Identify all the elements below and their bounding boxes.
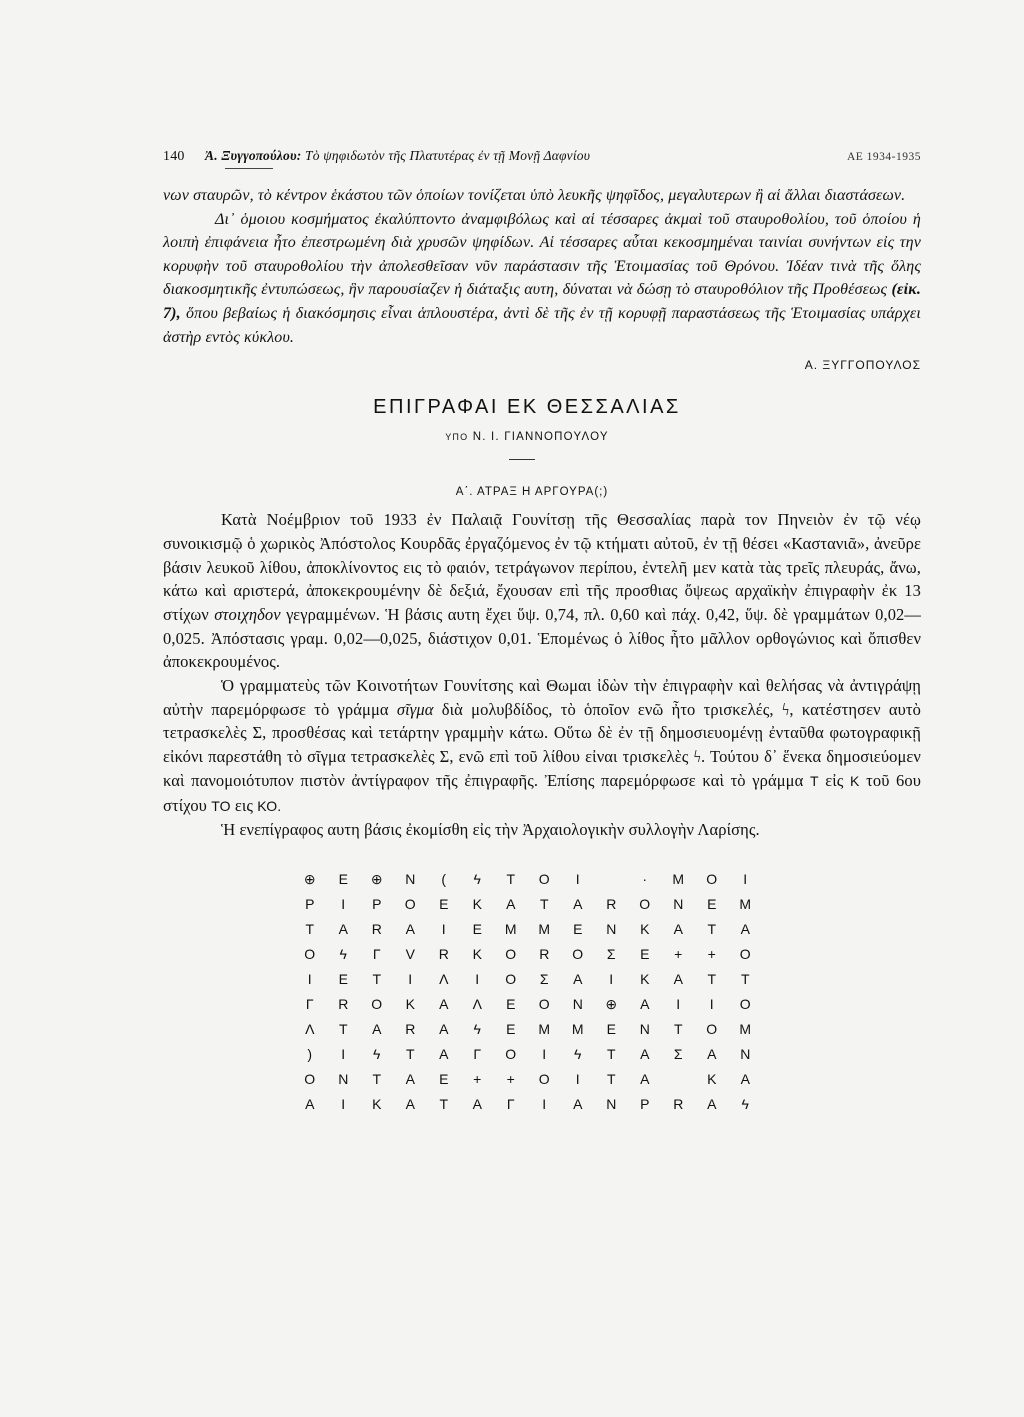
inscription-letter: Ε — [338, 871, 348, 887]
inscription-letter: Ι — [709, 996, 714, 1012]
inscription-letter: + — [506, 1071, 515, 1087]
inscription-letter: Μ — [739, 896, 752, 912]
inscription-letter: Ν — [606, 921, 617, 937]
inscription-letter: Γ — [473, 1046, 482, 1062]
inscription-letter: Ο — [538, 871, 550, 887]
inscription-letter: Μ — [739, 1021, 752, 1037]
inscription-letter: Α — [338, 921, 348, 937]
inscription-letter: Ι — [441, 921, 446, 937]
inscription-letter: Ν — [338, 1071, 349, 1087]
inscription-letter: Ο — [572, 946, 584, 962]
author-signature: Α. ΞΥΓΓΟΠΟΥΛΟΣ — [804, 358, 921, 373]
inscription-letter: Τ — [372, 971, 382, 987]
inscription-letter: R — [438, 946, 449, 962]
inscription-letter: Μ — [538, 921, 551, 937]
inscription-letter: Ι — [609, 971, 614, 987]
inscription-letter: Α — [372, 1021, 382, 1037]
inscription-letter: Α — [506, 896, 516, 912]
inscription-letter: Α — [439, 996, 449, 1012]
inscription-letter: Ι — [575, 1071, 580, 1087]
letter-sample: ΤΟ — [211, 797, 231, 814]
inscription-letter: Ο — [505, 971, 517, 987]
inscription-letter: ϟ — [339, 946, 347, 962]
letter-sample: ΚΟ. — [257, 797, 282, 814]
inscription-letter: Τ — [305, 921, 315, 937]
inscription-letter: Ι — [575, 871, 580, 887]
inscription-letter: Σ — [539, 971, 549, 987]
inscription-letter: Κ — [640, 921, 650, 937]
inscription-letter: Ε — [439, 1071, 449, 1087]
inscription-letter: Ι — [542, 1096, 547, 1112]
inscription-letter: Ρ — [372, 896, 382, 912]
inscription-letter: Γ — [305, 996, 314, 1012]
inscription-letter: Ο — [706, 871, 718, 887]
inscription-letter: Ρ — [305, 896, 315, 912]
inscription-letter: Κ — [472, 946, 482, 962]
header-rule — [225, 168, 273, 169]
inscription-letter: Α — [405, 921, 415, 937]
inscription-letter: Ν — [606, 1096, 617, 1112]
inscription-letter: Α — [640, 1071, 650, 1087]
inscription-letter: ϟ — [473, 871, 481, 887]
inscription-letter: Α — [740, 1071, 750, 1087]
inscription-letter: Τ — [707, 971, 717, 987]
paragraph-text: Δι᾽ ὁμοιου κοσμήματος ἐκαλύπτοντο ἀναμφιβόλως καὶ αἱ τέσσαρες ἀκμαὶ τοῦ σταυροθολίου, τοῦ ὁποίου ἡ λοιπὴ ἐπιφάνεια ἦτο ἐπεστρωμένη διὰ χρυσῶν ψηφίδων. Αἱ τέσσαρες αὗται κεκοσμημέναι ταινίαι συνήντων εἰς την κορυφὴν τοῦ σταυροθολίου τὴν ἀπολεσθεῖσαν νῦν παράστασιν τῆς Ἑτοιμασίας τοῦ Θρόνου. Ἰδέαν τινὰ τῆς ὅλης διακοσμητικῆς ἐντυπώσεως, ἣν παρουσίαζεν ἡ διάταξις αυτη, δύναται νὰ δώσῃ τὸ σταυροθόλιον τῆς Προθέσεως — [163, 210, 921, 299]
paragraph: Ἡ ενεπίγραφος αυτη βάσις ἐκομίσθη εἰς τὴν Ἀρχαιολογικὴν συλλογὴν Λαρίσης. — [221, 820, 760, 840]
inscription-letter: Α — [573, 896, 583, 912]
inscription-letter: Ο — [706, 1021, 718, 1037]
inscription-letter: ) — [307, 1046, 313, 1062]
inscription-letter: R — [606, 896, 617, 912]
inscription-letter: Α — [640, 996, 650, 1012]
running-title — [205, 148, 847, 164]
paragraph-text: εἰς — [825, 770, 844, 790]
figure-reference: (εἰκ. 7), — [163, 281, 922, 322]
inscription-letter: ( — [441, 871, 447, 887]
paragraph-text: διὰ μολυβδίδος, τὸ ὁποῖον ενῶ ἦτο τρισκελές, ϟ, κατέστησεν αυτὸ τετρασκελὲς Σ, προσθέσας καὶ τετάρτην γραμμὴν κάτω. Οὕτω δὲ ἐν τῇ δημοσιευομένῃ ἐνταῦθα φωτογραφικῇ εἰκόνι παρεστάθη τὸ σῖγμα τετρασκελὲς Σ, ενῶ επὶ τοῦ λίθου εἰναι τρισκελὲς ϟ. Τούτου δ᾽ ἕνεκα δημοσιεύομεν καὶ πανομοιότυπον πιστὸν ἀντίγραφον τῆς ἐπιγραφῆς. Ἐπίσης παρεμόρφωσε καὶ τὸ γράμμα — [163, 699, 921, 790]
byline-author: Ν. Ι. ΓΙΑΝΝΟΠΟΥΛΟΥ — [472, 431, 609, 444]
inscription-letter: Ν — [673, 896, 684, 912]
inscription-letter: Ο — [739, 946, 751, 962]
inscription-letter: Κ — [472, 896, 482, 912]
inscription-letter: Ο — [505, 1046, 517, 1062]
inscription-letter: Τ — [606, 1046, 616, 1062]
running-header — [163, 148, 921, 176]
inscription-letter: Ι — [408, 971, 413, 987]
inscription-letter: Α — [472, 1096, 482, 1112]
inscription-letter: Ι — [542, 1046, 547, 1062]
inscription-letter: Α — [439, 1046, 449, 1062]
inscription-letter: Ε — [439, 896, 449, 912]
inscription-letter: V — [405, 946, 415, 962]
inscription-letter — [595, 869, 629, 890]
inscription-letter: Κ — [640, 971, 650, 987]
inscription-letter: Α — [405, 1096, 415, 1112]
inscription-letter: Τ — [740, 971, 750, 987]
inscription-letter: R — [673, 1096, 684, 1112]
running-article-title: Τὸ ψηφιδωτὸν τῆς Πλατυτέρας ἐν τῇ Μονῇ Δαφνίου — [305, 148, 591, 163]
inscription-letter: Ν — [572, 996, 583, 1012]
inscription-letter: Ι — [341, 896, 346, 912]
inscription-letter: Α — [707, 1096, 717, 1112]
inscription-letter: + — [473, 1071, 482, 1087]
inscription-letter: Τ — [506, 871, 516, 887]
inscription-letter: Τ — [439, 1096, 449, 1112]
paragraph-text: Ὁ γραμματεὺς τῶν Κοινοτήτων Γουνίτσης καὶ Θωμαι ἰδὼν τὴν ἐπιγραφὴν καὶ θελήσας νὰ ἀντιγράψῃ αὐτὴν παρεμόρφωσε τὸ γράμμα — [163, 676, 921, 719]
inscription-letter: Ο — [538, 996, 550, 1012]
inscription-letter: Ο — [739, 996, 751, 1012]
inscription-letter: ϟ — [574, 1046, 582, 1062]
inscription-letter: Λ — [472, 996, 482, 1012]
inscription-letter: Μ — [672, 871, 685, 887]
inscription-letter: Ρ — [640, 1096, 650, 1112]
inscription-letter: Σ — [673, 1046, 683, 1062]
inscription-letter: R — [371, 921, 382, 937]
inscription-letter: Ε — [472, 921, 482, 937]
inscription-letter: Α — [305, 1096, 315, 1112]
inscription-letter: Λ — [439, 971, 449, 987]
paragraph-text: ὅπου βεβαίως ἡ διακόσμησις εἶναι ἁπλουστέρα, ἀντὶ δὲ τῆς ἐν τῇ κορυφῇ παραστάσεως τῆς Ἑτοιμασίας υπάρχει ἀστὴρ εντὸς κύκλου. — [163, 304, 921, 346]
inscription-transcription — [293, 869, 921, 1115]
inscription-letter: Σ — [606, 946, 616, 962]
inscription-letter: Ο — [304, 946, 316, 962]
inscription-letter: Ι — [341, 1046, 346, 1062]
inscription-letter: Τ — [338, 1021, 348, 1037]
inscription-letter: Ν — [740, 1046, 751, 1062]
divider — [509, 459, 535, 460]
inscription-letter: Μ — [571, 1021, 584, 1037]
inscription-letter: R — [539, 946, 550, 962]
volume-label: ΑΕ 1934-1935 — [846, 151, 921, 163]
inscription-letter: Ο — [304, 1071, 316, 1087]
inscription-letter: Γ — [506, 1096, 515, 1112]
inscription-letter: Ι — [676, 996, 681, 1012]
inscription-letter: Τ — [606, 1071, 616, 1087]
inscription-letter: Α — [405, 1071, 415, 1087]
letter-sample: Κ — [850, 772, 860, 789]
inscription-letter: Α — [573, 971, 583, 987]
inscription-letter: Ε — [506, 1021, 516, 1037]
paragraph — [163, 208, 921, 350]
inscription-letter: Ο — [505, 946, 517, 962]
inscription-letter: Κ — [405, 996, 415, 1012]
inscription-letter: Ι — [743, 871, 748, 887]
paragraph-text: γεγραμμένων. Ἡ βάσις αυτη ἔχει ὕψ. 0,74, πλ. 0,60 καὶ πάχ. 0,42, ὕψ. δὲ γραμμάτων 0,02—0,025. Ἀπόστασις γραμ. 0,02—0,025, διάστιχον 0,01. Ἑπομένως ὁ λίθος ἦτο μᾶλλον ορθογώνιος καὶ ὄπισθεν ἀποκεκρουμένος. — [163, 604, 921, 672]
byline — [163, 431, 891, 443]
page-number: 140 — [163, 149, 185, 164]
inscription-letter: Ε — [506, 996, 516, 1012]
inscription-letter: ϟ — [373, 1046, 381, 1062]
inscription-letter: ⊕ — [370, 871, 383, 887]
inscription-letter: Ε — [640, 946, 650, 962]
inscription-letter: Α — [740, 921, 750, 937]
inscription-letter: Ε — [338, 971, 348, 987]
inscription-letter: Τ — [372, 1071, 382, 1087]
inscription-letter: Ι — [475, 971, 480, 987]
paragraph-text: εις — [234, 795, 254, 815]
paragraph-text: τοῦ 6ου στίχου — [163, 770, 922, 815]
inscription-letter: Μ — [538, 1021, 551, 1037]
section-heading: Α΄. ΑΤΡΑΞ Η ΑΡΓΟΥΡΑ(;) — [455, 486, 609, 499]
inscription-letter: Ε — [707, 896, 717, 912]
inscription-letter — [662, 1069, 696, 1090]
letter-sample: Τ — [809, 772, 819, 789]
italic-term: στοιχηδον — [214, 604, 281, 624]
inscription-letter: Κ — [707, 1071, 717, 1087]
inscription-letter: + — [707, 946, 716, 962]
inscription-letter: Ν — [639, 1021, 650, 1037]
inscription-letter: Α — [573, 1096, 583, 1112]
inscription-letter: ϟ — [741, 1096, 749, 1112]
inscription-letter: Α — [707, 1046, 717, 1062]
inscription-letter: Ν — [405, 871, 416, 887]
inscription-letter: Α — [673, 921, 683, 937]
byline-prefix: ΥΠΟ — [445, 432, 469, 443]
inscription-letter: Α — [640, 1046, 650, 1062]
inscription-letter: Ο — [371, 996, 383, 1012]
inscription-letter: Λ — [305, 1021, 315, 1037]
inscription-letter: Α — [439, 1021, 449, 1037]
inscription-letter: Τ — [707, 921, 717, 937]
inscription-letter: Ο — [639, 896, 651, 912]
inscription-letter: R — [338, 996, 349, 1012]
inscription-letter: + — [674, 946, 683, 962]
paragraph — [163, 674, 921, 818]
inscription-letter: Ι — [307, 971, 312, 987]
paragraph — [163, 508, 921, 674]
inscription-letter: Ο — [404, 896, 416, 912]
inscription-letter: Μ — [504, 921, 517, 937]
running-author: Ἀ. Ξυγγοπούλου: — [205, 148, 302, 163]
paragraph-text: Κατὰ Νοέμβριον τοῦ 1933 ἐν Παλαιᾷ Γουνίτσῃ τῆς Θεσσαλίας παρὰ τον Πηνειὸν ἐν τῷ νέῳ συνοικισμῷ ὁ χωρικὸς Ἀπόστολος Κουρδᾶς ἐργαζόμενος ἐν τῷ κτήματι αὐτοῦ, ἐν τῇ θέσει «Καστανιᾶ», ἀνεῦρε βάσιν λευκοῦ λίθου, ἀποκλίνοντος εις τὸ φαιόν, τετράγωνον περίπου, ἐντελῆ μεν κατὰ τὰς τρεῖς πλευράς, ἄνω, κάτω καὶ αριστερά, ἀποκεκρουμένην δὲ δεξιά, ἔχουσαν επὶ τῆς προσθιας ὄψεως αρχαϊκὴν ἐπιγραφὴν ἐκ 13 στίχων — [163, 510, 921, 624]
inscription-letter: Ο — [538, 1071, 550, 1087]
inscription-letter: Γ — [372, 946, 381, 962]
inscription-letter: Ε — [606, 1021, 616, 1037]
inscription-letter: Τ — [539, 896, 549, 912]
inscription-letter: Ι — [341, 1096, 346, 1112]
italic-term: σῖγμα — [396, 699, 434, 719]
inscription-letter: Κ — [372, 1096, 382, 1112]
inscription-letter: ⊕ — [605, 996, 618, 1012]
inscription-letter: ϟ — [473, 1021, 481, 1037]
article-title: ΕΠΙΓΡΑΦΑΙ ΕΚ ΘΕΣΣΑΛΙΑΣ — [373, 396, 681, 419]
page-content — [163, 148, 921, 1115]
inscription-letter: R — [405, 1021, 416, 1037]
paragraph: νων σταυρῶν, τὸ κέντρον ἑκάστου τῶν ὁποίων τονίζεται ὑπὸ λευκῆς ψηφῖδος, μεγαλυτερων ἢ αἱ ἄλλαι διαστάσεων. — [163, 187, 906, 204]
inscription-letter: Τ — [405, 1046, 415, 1062]
inscription-letter: ⊕ — [303, 871, 316, 887]
inscription-letter: Τ — [673, 1021, 683, 1037]
inscription-letter: Α — [673, 971, 683, 987]
inscription-letter: · — [642, 871, 648, 887]
inscription-letter: Ε — [573, 921, 583, 937]
